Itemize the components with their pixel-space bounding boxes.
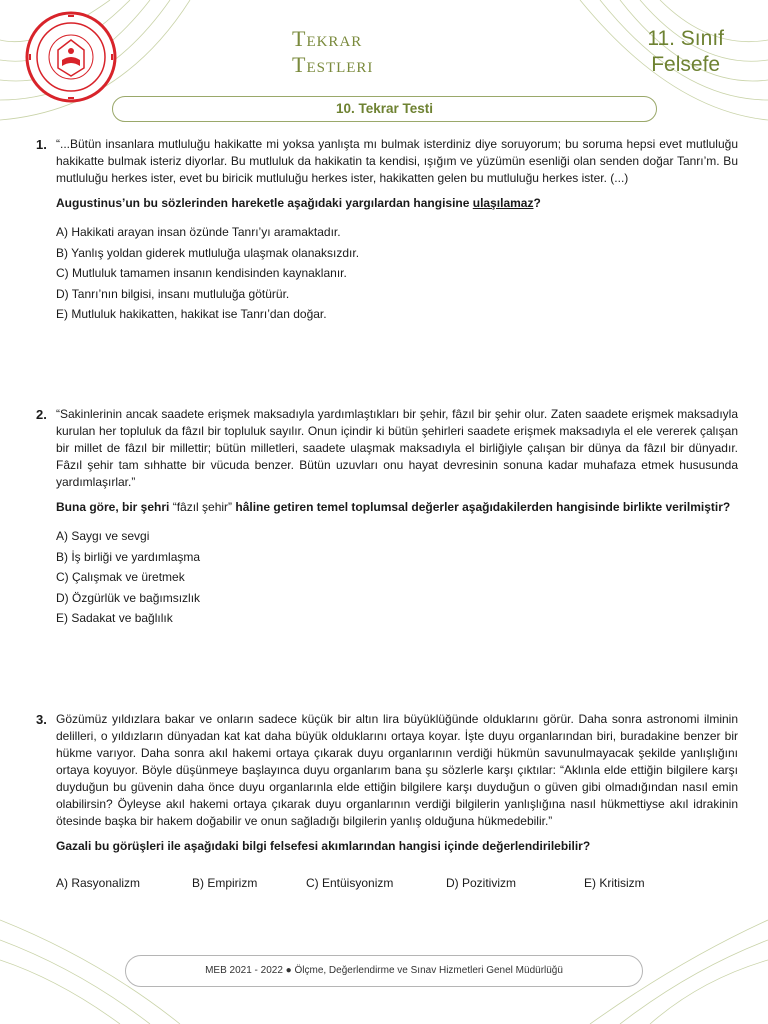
page-header [0, 0, 768, 130]
option-b[interactable]: B) İş birliği ve yardımlaşma [56, 549, 201, 564]
option-a[interactable]: A) Rasyonalizm [56, 876, 141, 890]
underlined-word: ulaşılamaz [472, 196, 534, 210]
subject-label: Felsefe [651, 53, 721, 76]
grade-subject [647, 26, 724, 78]
question-stem: Gazali bu görüşleri ile aşağıdaki bilgi felsefesi akımlarından hangisi içinde değerlendirilebilir? [56, 839, 591, 853]
options-list [56, 222, 738, 325]
question-number: 2. [36, 407, 47, 422]
option-d[interactable]: D) Tanrı’nın bilgisi, insanı mutluluğa götürür. [56, 286, 290, 301]
option-e[interactable]: E) Kritisizm [584, 876, 645, 890]
ministry-logo [24, 10, 118, 104]
question-stem: Buna göre, bir şehri “fâzıl şehir” hâline getiren temel toplumsal değerler aşağıdakilerden hangisinde birlikte verilmiştir? [56, 500, 731, 514]
brand-line-1: Tekrar [292, 26, 363, 51]
option-d[interactable]: D) Özgürlük ve bağımsızlık [56, 590, 201, 605]
brand-title [292, 26, 373, 78]
question-2 [36, 406, 738, 629]
grade-label: 11. Sınıf [647, 27, 724, 50]
question-stem: Augustinus’un bu sözlerinden hareketle aşağıdaki yargılardan hangisine ulaşılamaz? [56, 196, 541, 210]
option-b[interactable]: B) Yanlış yoldan giderek mutluluğa ulaşmak olanaksızdır. [56, 245, 360, 260]
option-c[interactable]: C) Mutluluk tamamen insanın kendisinden kaynaklanır. [56, 266, 347, 280]
option-c[interactable]: C) Entüisyonizm [306, 876, 394, 890]
options-list [56, 526, 738, 629]
option-e[interactable]: E) Mutluluk hakikatten, hakikat ise Tanrı’dan doğar. [56, 307, 327, 321]
page-footer: MEB 2021 - 2022 ● Ölçme, Değerlendirme ve Sınav Hizmetleri Genel Müdürlüğü [125, 955, 643, 987]
options-row [56, 873, 738, 893]
option-c[interactable]: C) Çalışmak ve üretmek [56, 570, 185, 584]
option-e[interactable]: E) Sadakat ve bağlılık [56, 611, 173, 625]
option-b[interactable]: B) Empirizm [192, 876, 258, 890]
brand-line-2: Testleri [292, 52, 374, 77]
question-1 [36, 136, 738, 325]
question-number: 3. [36, 712, 47, 727]
option-a[interactable]: A) Hakikati arayan insan özünde Tanrı’yı aramaktadır. [56, 225, 341, 239]
question-number: 1. [36, 137, 47, 152]
question-3 [36, 711, 738, 893]
test-title: 10. Tekrar Testi [112, 96, 657, 122]
question-text: “Sakinlerinin ancak saadete erişmek maksadıyla yardımlaştıkları bir şehir, fâzıl bir şehir olur. Zaten saadete erişmek maksadıyla kurulan her topluluk da fâzıl bir topluluk sayılır. Onun içindir ki bütün şehirleri saadete erişmek maksadıyla el ele vererek çalışan bir millet de fâzıl bir millettir; bütün milletleri, saadete ulaşmak maksadıyla el birliğiyle çalışan bir dünya da fâzıl bir dünyadır. Fâzıl şehir tam sıhhatte bir vücuda benzer. Bütün uzuvları onu hayat devresinin sonuna kadar muhafaza etmek hususunda yardımlaşırlar.” [56, 407, 738, 489]
option-a[interactable]: A) Saygı ve sevgi [56, 529, 150, 543]
question-text: “...Bütün insanlara mutluluğu hakikatte mi yoksa yanlışta mı bulmak isterdiniz diye soruyorum; bu soruma hepsi evet mutluluğu hakikatte bulmak isteriz diyorlar. Bu mutluluk da hakikatin ta kendisi, ışığım ve yüzümün esenliği olan senden doğar Tanrı’m. Bu mutluluğu herkes ister, evet bu biricik mutluluğu herkes ister, hakikatten gelen bu mutluluğu herkes ister. (...) [56, 137, 738, 185]
option-d[interactable]: D) Pozitivizm [446, 876, 517, 890]
question-text: Gözümüz yıldızlara bakar ve onların sadece küçük bir altın lira büyüklüğünde olduklarını görür. Daha sonra astronomi ilminin delilleri, o yıldızların dünyadan kat kat daha büyük olduklarını ortaya koyar. İşte duyu organlarından biri, buradakine benzer bir hükme varıyor. Daha sonra akıl hakemi ortaya çıkarak duyu organlarının verdiği hükmün savunulmayacak şekilde yanlışlığını ortaya koyuyor. Böyle düşünmeye başlayınca duyu organlarım bana şu sözlerle karşı çıktılar: “Aklınla elde ettiğin bilgilere karşı duyduğun bu güvenin daha önce duyu organlarınla elde ettiğin bilgilere karşı duyduğun o güven gibi olmadığından nasıl emin olabilirsin? Öyleyse akıl hakemi ortaya çıkarak duyu organlarının verdiği bilgilerin yanlışlığına nasıl hükmettiyse akıl idrakinin ötesinde başka bir hakem doğabilir ve onun sağladığı bilgilerin yanlış olduğuna hükmedebilir.” [56, 712, 738, 828]
